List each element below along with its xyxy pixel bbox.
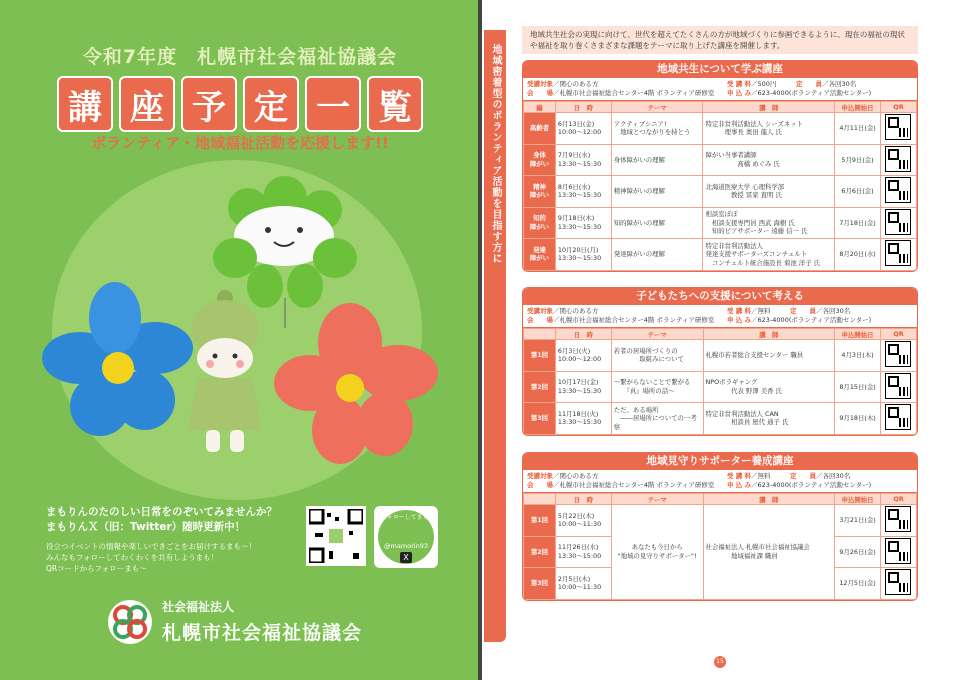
qr-code-icon[interactable] [885, 538, 911, 564]
qr-code-icon[interactable] [885, 506, 911, 532]
qr-code-icon[interactable] [885, 404, 911, 430]
qr-code-icon [309, 509, 363, 563]
twitter-qr-code[interactable] [306, 506, 366, 566]
message-line-2: まもりんＸ（旧：Twitter）随時更新中！ [46, 521, 246, 533]
table-row: 知的 障がい 9月18日(木) 13:30～15:30 知的障がいの理解 相談室ぽぽ 相談支援専門員 西武 海樹 氏 知的ピアサポーター 遠藤 信一 氏 7月18日(金) [524, 207, 917, 239]
knitted-doll-icon [188, 290, 262, 452]
cover-title [0, 76, 480, 132]
table-row: 高齢者 6月13日(金) 10:00～12:00 アクティブシニア! 地域とつながりを持とう 特定非営利活動法人 シーズネット 理事長 奥田 龍人 氏 4月11日(金) [524, 113, 917, 145]
section-title: 子どもたちへの支援について考える [523, 288, 917, 305]
qr-code-icon[interactable] [885, 209, 911, 235]
title-char: 講 [57, 76, 113, 132]
follow-text: フォローしてまも! [380, 514, 432, 521]
x-logo-icon: X [400, 552, 412, 563]
cover-subtitle: ボランティア・地域福祉活動を応援します!! [91, 134, 389, 152]
schedule-table: 編 日 時 テーマ 講 師 申込開始日 QR 高齢者 6月13日(金) 10:00～12:00 アクティブシニア! 地域とつながりを持とう 特定非営利活動法人 シーズネット 理事長 奥田 龍人 氏 4月11日(金) 身体 障がい 7月9日(水) 13:30～15:30 身体障がいの理解 障がい当事者講師 髙橋 めぐみ 氏 5月9日(金) 精神 障がい 8月6日(水) 13:30～15:30 精神障がいの理解 北海道医療大学 心理科学部 教授 冨家 直明 氏 6月6日(金) 知的 障がい 9月18日(木) 13:30～15:30 知的障がいの理解 相談室ぽぽ 相談支援専門員 西武 海樹 氏 知的ピアサポーター 遠藤 信一 氏 7月18日(金) 発達 障がい 10月20日(月) 13:30～15:30 発達障がいの理解 特定非営利活動法人 発達支援サポーターズコンチェルト コンチェルト統合施設長 菊池 洋子 氏 8月20日(水) [523, 101, 917, 271]
section-info: 受講対象／関心のある方 会 場／札幌市社会福祉総合センター4階 ボランティア研修室 受 講 料／無料 定 員／各回30名 申 込 み／623-4000(ボランティア活動センター) [523, 470, 917, 493]
side-tab: 地域密着型のボランティア活動を目指す方に [484, 30, 506, 642]
qr-code-icon[interactable] [885, 341, 911, 367]
table-row: 精神 障がい 8月6日(水) 13:30～15:30 精神障がいの理解 北海道医療大学 心理科学部 教授 冨家 直明 氏 6月6日(金) [524, 176, 917, 208]
message-sub-2: みんなもフォローしてわくわくを共有しようまも！ [46, 553, 219, 562]
org-name: 札幌市社会福祉協議会 [162, 622, 363, 644]
section-child-support [522, 287, 918, 436]
section-title: 地域共生について学ぶ講座 [523, 61, 917, 78]
title-char: 予 [181, 76, 237, 132]
title-char: 一 [305, 76, 361, 132]
qr-code-icon[interactable] [885, 146, 911, 172]
message-sub-1: 役立つイベントの情報や楽しいできごとをお届けするまも～！ [46, 542, 256, 551]
title-char: 定 [243, 76, 299, 132]
qr-code-icon[interactable] [885, 569, 911, 595]
table-row: 発達 障がい 10月20日(月) 13:30～15:30 発達障がいの理解 特定非営利活動法人 発達支援サポーターズコンチェルト コンチェルト統合施設長 菊池 洋子 氏 8月20日(水) [524, 239, 917, 271]
table-row: 第2回 10月17日(金) 13:30～15:30 ～繋がらないことで繋がる 『真』場所の話～ NPOボラギャング 代表 野澤 美香 氏 8月15日(金) [524, 371, 917, 403]
intro-text: 地域共生社会の実現に向けて、世代を超えてたくさんの方が地域づくりに参画できるように、現在の福祉の現状や福祉を取り巻くさまざまな課題をテーマに取り上げた講座を開催します。 [522, 26, 918, 54]
follow-badge[interactable] [374, 506, 438, 568]
handle-text: @mamorin93 [384, 542, 428, 550]
page-number: 15 [714, 656, 726, 668]
message-line-1: まもりんのたのしい日常をのぞいてみませんか？ [46, 506, 277, 518]
qr-code-icon[interactable] [885, 177, 911, 203]
table-row: 第3回 11月18日(火) 13:30～15:30 ただ、ある場所 ――居場所についての一考察 特定非営利活動法人 CAN 相談員 屋代 通子 氏 9月18日(木) [524, 403, 917, 435]
table-row: 身体 障がい 7月9日(水) 13:30～15:30 身体障がいの理解 障がい当事者講師 髙橋 めぐみ 氏 5月9日(金) [524, 144, 917, 176]
red-flower-icon [274, 303, 438, 464]
section-watch-supporter [522, 452, 918, 601]
cover-header: 令和7年度 札幌市社会福祉協議会 [82, 46, 398, 68]
table-row: 第2回 11月26日(水) 13:30～15:00 9月26日(金) [524, 536, 917, 568]
title-char: 覧 [367, 76, 423, 132]
balloon-illustration [30, 168, 450, 468]
qr-code-icon[interactable] [885, 373, 911, 399]
section-title: 地域見守りサポーター養成講座 [523, 453, 917, 470]
schedule-table: 日 時 テーマ 講 師 申込開始日 QR 第1回 6月3日(火) 10:00～12:00 若者の居場所づくりの 取組みについて 札幌市若者総合支援センター 職員 4月3日(木) 第2回 10月17日(金) 13:30～15:30 ～繋がらないことで繋がる 『真』場所の話～ NPOボラギャング 代表 野澤 美香 氏 8月15日(金) 第3回 11月18日(火) 13:30～15:30 ただ、ある場所 ――居場所についての一考察 特定非営利活動法人 CAN 相談員 屋代 通子 氏 9月18日(木) [523, 328, 917, 435]
qr-code-icon[interactable] [885, 114, 911, 140]
qr-code-icon[interactable] [885, 240, 911, 266]
section-info: 受講対象／関心のある方 会 場／札幌市社会福祉総合センター4階 ボランティア研修室 受 講 料／無料 定 員／各回30名 申 込 み／623-4000(ボランティア活動センター) [523, 305, 917, 328]
blue-flower-icon [42, 282, 193, 436]
org-type: 社会福祉法人 [162, 600, 235, 614]
org-logo-icon [106, 598, 154, 646]
page-divider [478, 0, 482, 680]
section-community-symbiosis [522, 60, 918, 272]
message-sub-3: QRコードからフォローまも～ [46, 564, 147, 573]
title-char: 座 [119, 76, 175, 132]
schedule-table: 日 時 テーマ 講 師 申込開始日 QR 第1回 5月22日(木) 10:00～11:30 あなたも今日から "地域の見守りサポーター"! 社会福祉法人 札幌市社会福祉協議会 地域福祉課 職員 3月21日(金) 第2回 11月26日(水) 13:30～15:00 9月26日(金) 第3回 2月5日(木) 10:00～11:30 12月5日(金) [523, 493, 917, 600]
table-row: 第1回 5月22日(木) 10:00～11:30 あなたも今日から "地域の見守りサポーター"! 社会福祉法人 札幌市社会福祉協議会 地域福祉課 職員 3月21日(金) [524, 505, 917, 537]
section-info: 受講対象／関心のある方 会 場／札幌市社会福祉総合センター4階 ボランティア研修室 受 講 料／500円 定 員／各回30名 申 込 み／623-4000(ボランティア活動センター) [523, 78, 917, 101]
table-row: 第1回 6月3日(火) 10:00～12:00 若者の居場所づくりの 取組みについて 札幌市若者総合支援センター 職員 4月3日(木) [524, 340, 917, 372]
follow-message [46, 505, 306, 574]
table-row: 第3回 2月5日(木) 10:00～11:30 12月5日(金) [524, 568, 917, 600]
